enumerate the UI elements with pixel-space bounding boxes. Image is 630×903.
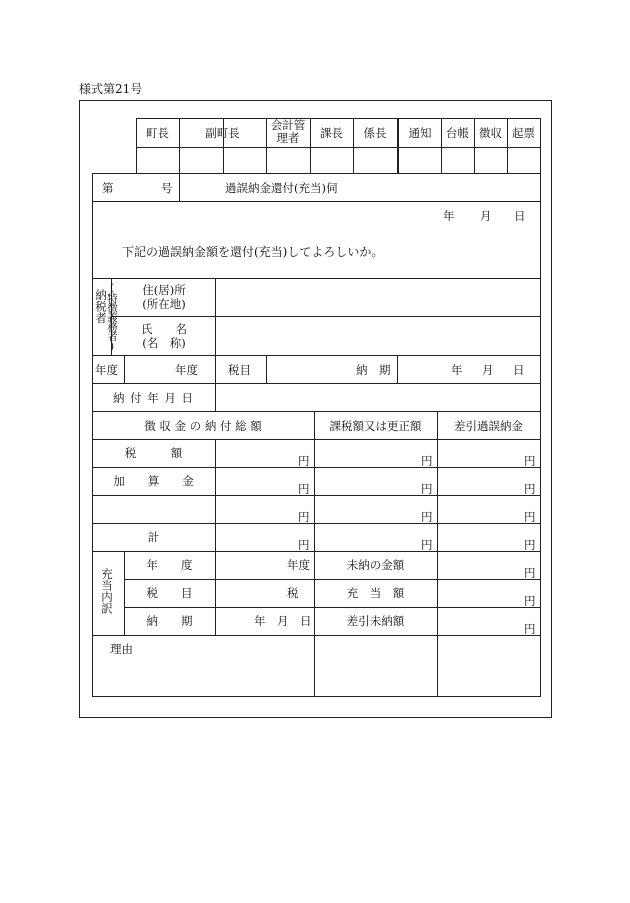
yen-unit: 円 bbox=[524, 454, 536, 468]
yen-unit: 円 bbox=[421, 454, 433, 468]
name-sublabel: (名 称) bbox=[142, 336, 186, 350]
stamp-deputy-mayor: 副町長 bbox=[205, 126, 240, 140]
yen-unit: 円 bbox=[524, 594, 536, 608]
yen-unit: 円 bbox=[298, 538, 310, 552]
yen-unit: 円 bbox=[421, 538, 433, 552]
stamp-collection: 徴収 bbox=[479, 126, 502, 140]
allocation-year-label: 年 度 bbox=[146, 558, 193, 572]
allocation-label: 充当内訳 bbox=[100, 568, 114, 614]
tax-item-label: 税目 bbox=[228, 363, 251, 377]
fiscal-year-label: 年度 bbox=[95, 363, 118, 377]
address-sublabel: (所在地) bbox=[142, 297, 186, 311]
yen-unit: 円 bbox=[298, 510, 310, 524]
name-label: 氏 名 bbox=[141, 322, 187, 336]
number-label: 第 bbox=[102, 181, 114, 195]
address-label: 住(居)所 bbox=[142, 283, 186, 297]
applied-amount-label: 充 当 額 bbox=[346, 586, 405, 600]
stamp-section-chief: 課長 bbox=[320, 126, 343, 140]
period-day: 日 bbox=[513, 363, 525, 377]
date-year: 年 bbox=[443, 209, 455, 223]
additional-amount-label: 加 算 金 bbox=[113, 474, 194, 488]
date-month: 月 bbox=[480, 209, 492, 223]
unpaid-amount-label: 未納の金額 bbox=[346, 558, 405, 572]
period-year: 年 bbox=[451, 363, 463, 377]
allocation-year-suffix: 年度 bbox=[287, 558, 310, 572]
total-paid-header: 徴 収 金 の 納 付 総 額 bbox=[144, 419, 262, 433]
taxpayer-label: 納税者 bbox=[94, 289, 108, 324]
total-label: 計 bbox=[147, 530, 160, 544]
yen-unit: 円 bbox=[524, 538, 536, 552]
stamp-notice: 通知 bbox=[408, 126, 432, 140]
allocation-period-value: 年 月 日 bbox=[254, 614, 312, 628]
yen-unit: 円 bbox=[524, 482, 536, 496]
fiscal-year-suffix: 年度 bbox=[175, 363, 198, 377]
stamp-accounting-manager: 会計管 理者 bbox=[270, 118, 306, 145]
yen-unit: 円 bbox=[524, 622, 536, 636]
stamp-ledger: 台帳 bbox=[446, 126, 469, 140]
stamp-unit-chief: 係長 bbox=[363, 126, 387, 140]
overpayment-header: 差引過誤納金 bbox=[454, 419, 523, 433]
payment-date-label: 納 付 年 月 日 bbox=[112, 391, 195, 405]
yen-unit: 円 bbox=[524, 566, 536, 580]
stamp-drafter: 起票 bbox=[512, 126, 535, 140]
approval-statement: 下記の過誤納金額を還付(充当)してよろしいか。 bbox=[122, 245, 384, 259]
number-suffix: 号 bbox=[161, 181, 173, 195]
yen-unit: 円 bbox=[298, 482, 310, 496]
reason-label: 理由 bbox=[110, 642, 133, 656]
allocation-tax-suffix: 税 bbox=[287, 586, 299, 600]
allocation-period-label: 納 期 bbox=[146, 614, 193, 628]
allocation-tax-item-label: 税 目 bbox=[146, 586, 193, 600]
remaining-unpaid-label: 差引未納額 bbox=[346, 614, 405, 628]
payment-period-label: 納 期 bbox=[356, 363, 391, 377]
document-title: 過誤納金還付(充当)伺 bbox=[225, 181, 338, 195]
assessed-amount-header: 課税額又は更正額 bbox=[329, 419, 422, 433]
yen-unit: 円 bbox=[421, 482, 433, 496]
stamp-mayor: 町長 bbox=[146, 126, 169, 140]
form-frame bbox=[79, 100, 552, 718]
tax-amount-label: 税 額 bbox=[124, 446, 183, 460]
special-collector-label: (特徴義務者) bbox=[106, 282, 118, 352]
date-day: 日 bbox=[514, 209, 526, 223]
yen-unit: 円 bbox=[298, 454, 310, 468]
yen-unit: 円 bbox=[421, 510, 433, 524]
period-month: 月 bbox=[482, 363, 494, 377]
yen-unit: 円 bbox=[524, 510, 536, 524]
form-number: 様式第21号 bbox=[79, 82, 143, 96]
